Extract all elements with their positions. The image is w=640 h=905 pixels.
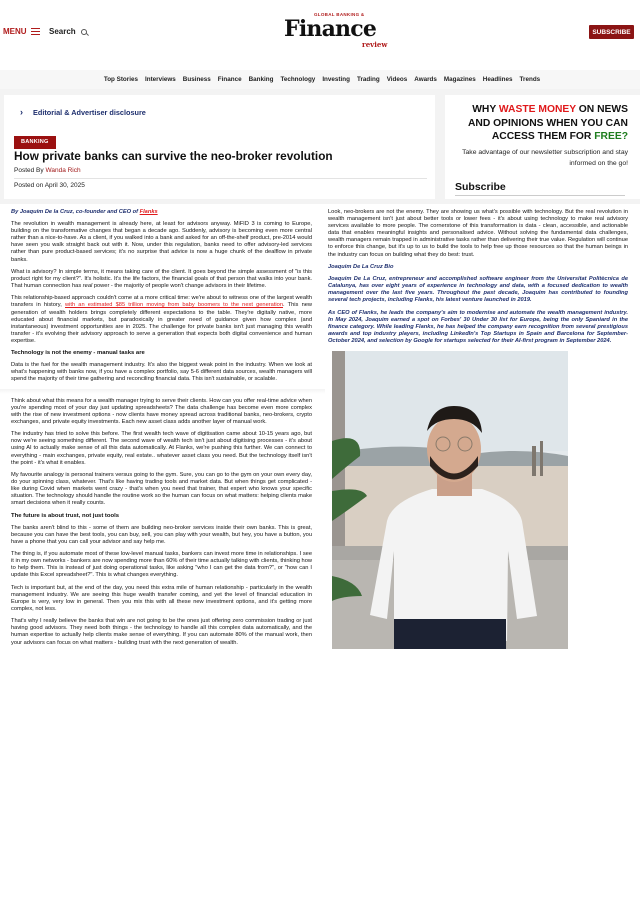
search-icon <box>81 29 87 35</box>
promo-subtext: Take advantage of our newsletter subscription and stay informed on the go! <box>462 149 628 167</box>
paragraph <box>11 295 312 345</box>
posted-on: Posted on April 30, 2025 <box>14 182 85 189</box>
paragraph: Tech is important but, at the end of the day, you need this extra mile of human relationship - particularly in the wealth management industry. We are seeing this huge wealth transfer coming, and yet the level of financial education in Europe is very, very low in general. Then you mix this with all these new investment options, and it's getting more complex, not less. <box>11 584 312 612</box>
bio-heading: Joaquim De La Cruz Bio <box>328 263 394 270</box>
promo-text-green: FREE? <box>594 131 628 142</box>
article-body <box>0 204 640 652</box>
promo-text-b: ON NEWS AND OPINIONS WHEN YOU CAN ACCESS THEM FOR <box>468 104 628 142</box>
chevron-right-icon: › <box>20 107 23 117</box>
disclosure-link[interactable] <box>20 107 146 117</box>
author-photo <box>332 351 568 649</box>
nav-item-top-stories[interactable]: Top Stories <box>103 76 138 83</box>
author-link[interactable]: Wanda Rich <box>45 167 81 174</box>
paragraph-text: . This new generation of wealth holders brings completely different expectations to the table. They're digitally native, more educated about financial markets, but paradoxically in greater need of guidance given how complex (and instantaneous) investment opportunities are in 2025. The challenge for private banks isn't just managing this wealth transfer - it's evolving their advisory approach to serve a generation that expects both digital convenience and human expertise. <box>11 302 313 344</box>
subscribe-button[interactable]: SUBSCRIBE <box>589 25 634 39</box>
newsletter-promo-card <box>445 95 640 199</box>
site-logo[interactable] <box>284 12 404 52</box>
search-label: Search <box>49 27 76 36</box>
nav-item-interviews[interactable]: Interviews <box>144 76 176 83</box>
divider <box>455 195 625 196</box>
section-heading: The future is about trust, not just tools <box>11 512 119 519</box>
nav-item-investing[interactable]: Investing <box>322 76 350 83</box>
promo-text-a: WHY <box>472 104 499 115</box>
header-background <box>0 89 640 204</box>
bio-paragraph: Joaquim De La Cruz, entrepreneur and accomplished software engineer from the Universitat Politècnica de Catalunya, has over eight years of experience in technology and data, with a focused dedication to wealth management over the last five years. Throughout the past decade, Joaquim has contributed to founding several tech projects, including Flanks, his latest venture launched in 2019. <box>328 275 628 304</box>
nav-item-awards[interactable]: Awards <box>414 76 437 83</box>
posted-by <box>14 167 81 175</box>
paragraph: The industry has tried to solve this before. The first wealth tech wave of digitisation came about 10-15 years ago, but now we're seeing something different. The second wave of wealth tech isn't just about digitising processes - it's about using AI to actually make sense of all this data automatically. At Flanks, we're pushing this further. We can connect to everything - main exchanges, private equity, real estate.. whatever asset class you need. But the technology itself isn't the point - it's what it enables. <box>11 431 312 466</box>
nav-item-headlines[interactable]: Headlines <box>482 76 513 83</box>
article-header-card <box>4 95 435 199</box>
section-divider <box>0 389 325 394</box>
nav-item-magazines[interactable]: Magazines <box>443 76 476 83</box>
article-body-right <box>325 209 640 345</box>
wealth-transfer-link[interactable]: with an estimated $85 trillion moving from baby boomers to the next generation <box>65 302 283 309</box>
paragraph-text: power - the majority of people won't change advisors in their lifetime. <box>92 283 267 290</box>
logo-main-text: Finance <box>284 16 377 42</box>
nav-item-videos[interactable]: Videos <box>386 76 408 83</box>
article-left-column <box>0 209 325 652</box>
article-title: How private banks can survive the neo-broker revolution <box>14 149 333 163</box>
promo-headline <box>448 103 628 144</box>
subscribe-heading: Subscribe <box>455 181 506 193</box>
logo-sub-text: review <box>362 40 388 49</box>
main-nav <box>0 70 640 89</box>
promo-text-red: WASTE MONEY <box>498 104 576 115</box>
paragraph: Data is the fuel for the wealth management industry. It's also the biggest weak point in the industry. When we look at what's happening with banks now, if you have a complex portfolio, say 5-6 different data sources, wealth managers will spend the majority of their time gathering and reconciling financial data. This isn't sustainable, or scalable. <box>11 362 312 383</box>
byline-company-link[interactable]: Flanks <box>139 209 158 215</box>
paragraph-emphasis: real <box>82 283 93 290</box>
search-button[interactable] <box>49 27 87 36</box>
paragraph: The revolution in wealth management is already here, at least for advisors anyway. MiFID 3 is coming to Europe, building on the transformative changes that began a decade ago. Suddenly, advisory is becoming even more central rather than a nice-to-have. As a client, if you walked into a bank and asked for an off-the-shelf product, pre-2014 would have seen you walk straight back out with it. Now, under this regulation, banks need to offer advisory-led services rather than pure product-based services; it's no surprise that advice is now a huge chunk of the dealflow in private banks. <box>11 221 312 263</box>
paragraph: Look, neo-brokers are not the enemy. They are showing us what's possible with technology. But the real revolution in wealth management isn't just about better tools or lower fees - it's about using technology to make real advisory services available to more people. The cornerstone of this transformation is data - clean, accessible, and actionable data that enables meaningful insights and personalised advice. Without solving the fundamental data challenges, wealth managers remain trapped in administrative tasks rather than delivering their true value. Regulation will continue to enforce this change, but it's up to us to build the tools to help free up those resources so that the human beings in the industry can focus on building what they do best: trust. <box>328 209 628 258</box>
nav-item-trends[interactable]: Trends <box>519 76 541 83</box>
paragraph <box>11 269 312 290</box>
divider <box>14 178 427 179</box>
article-right-column <box>325 209 640 649</box>
nav-item-technology[interactable]: Technology <box>280 76 316 83</box>
menu-button[interactable] <box>3 27 40 36</box>
article-body-left-top <box>0 209 325 384</box>
disclosure-label: Editorial & Advertiser disclosure <box>33 107 146 117</box>
bio-paragraph: As CEO of Flanks, he leads the company's aim to modernise and automate the wealth management industry. In May 2024, Joaquim earned a spot on Forbes' 30 Under 30 list for Europe, being the only Spaniard in the finance category. While leading Flanks, he has helped the company earn recognition from several prestigious awards and top industry players, including LinkedIn's Top Startups in Spain and Barcelona for September-October 2024, and selection by Google for startups selected for their AI-first program in September 2024. <box>328 309 628 344</box>
section-heading: Technology is not the enemy - manual tasks are <box>11 350 145 357</box>
paragraph: The thing is, if you automate most of these low-level manual tasks, bankers can invest more time in relationships. I see it in my own networks - bankers are now spending more than 60% of their time actually talking with clients, thinking how to help them. This is instead of just doing operational tasks, like asking "who I can get the data from?", or "how can I update this Excel spreadsheet?". This is what changes everything. <box>11 551 312 579</box>
nav-item-trading[interactable]: Trading <box>356 76 380 83</box>
nav-item-banking[interactable]: Banking <box>248 76 274 83</box>
nav-item-finance[interactable]: Finance <box>217 76 242 83</box>
article-body-left-bottom <box>0 396 325 647</box>
paragraph: That's why I really believe the banks that win are not going to be the ones just offering zero commission trading or just having good advisors. They need both things - the technology to handle all this complex data automatically, and the human expertise to actually help clients make sense of everything. If you can automate 80% of the manual work, then your advisors can focus on what matters - building trust with the next generation of wealth. <box>11 618 312 646</box>
paragraph: Think about what this means for a wealth manager trying to serve their clients. How can you offer real-time advice when you're spending most of your day just updating spreadsheets? The data challenge has become even more complex with the rise of new investment options - now clients have money spread across traditional banks, neo-brokers, crypto exchanges, and private equity investments. Each new asset class adds another layer of manual work. <box>11 397 312 425</box>
site-header <box>0 0 640 68</box>
logo-top-text: GLOBAL BANKING & <box>314 12 365 17</box>
paragraph: My favourite analogy is personal trainers versus going to the gym. Sure, you can go to the gym on your own every day, do your spinning class, whatever. That's like having trading tools and market data. But when things get complicated - like during Covid when markets went crazy - that's when you need that trainer, that expert who knows your specific situation. The technology should handle the routine work so the human can focus on what matters: helping clients make smart decisions when it really counts. <box>11 471 312 507</box>
posted-by-prefix: Posted By <box>14 167 44 174</box>
paragraph-text: This relationship-based approach couldn't come at a more critical time: we're about to witness one of the largest wealth transfers in history, <box>11 295 312 309</box>
paragraph-text: What is advisory? In simple terms, it means taking care of the client. It goes beyond the simple assessment of "is this product right for my client?". It's holistic. It's the life factors, the financial goals of that person that walks into your bank. That human connection has <box>11 268 312 290</box>
byline <box>11 209 312 216</box>
paragraph: The banks aren't blind to this - some of them are building neo-broker services inside their own banks. This is great, because you can have the best tools, you can buy, sell, you can play with your wealth, but hey, you have a button, you have a phone that you can call your advisor and say help me. <box>11 524 312 545</box>
category-badge[interactable]: BANKING <box>14 136 56 149</box>
hamburger-icon <box>31 28 40 35</box>
byline-text: By Joaquim De la Cruz, co-founder and CEO of <box>11 209 140 215</box>
nav-item-business[interactable]: Business <box>182 76 211 83</box>
menu-label: MENU <box>3 27 27 36</box>
